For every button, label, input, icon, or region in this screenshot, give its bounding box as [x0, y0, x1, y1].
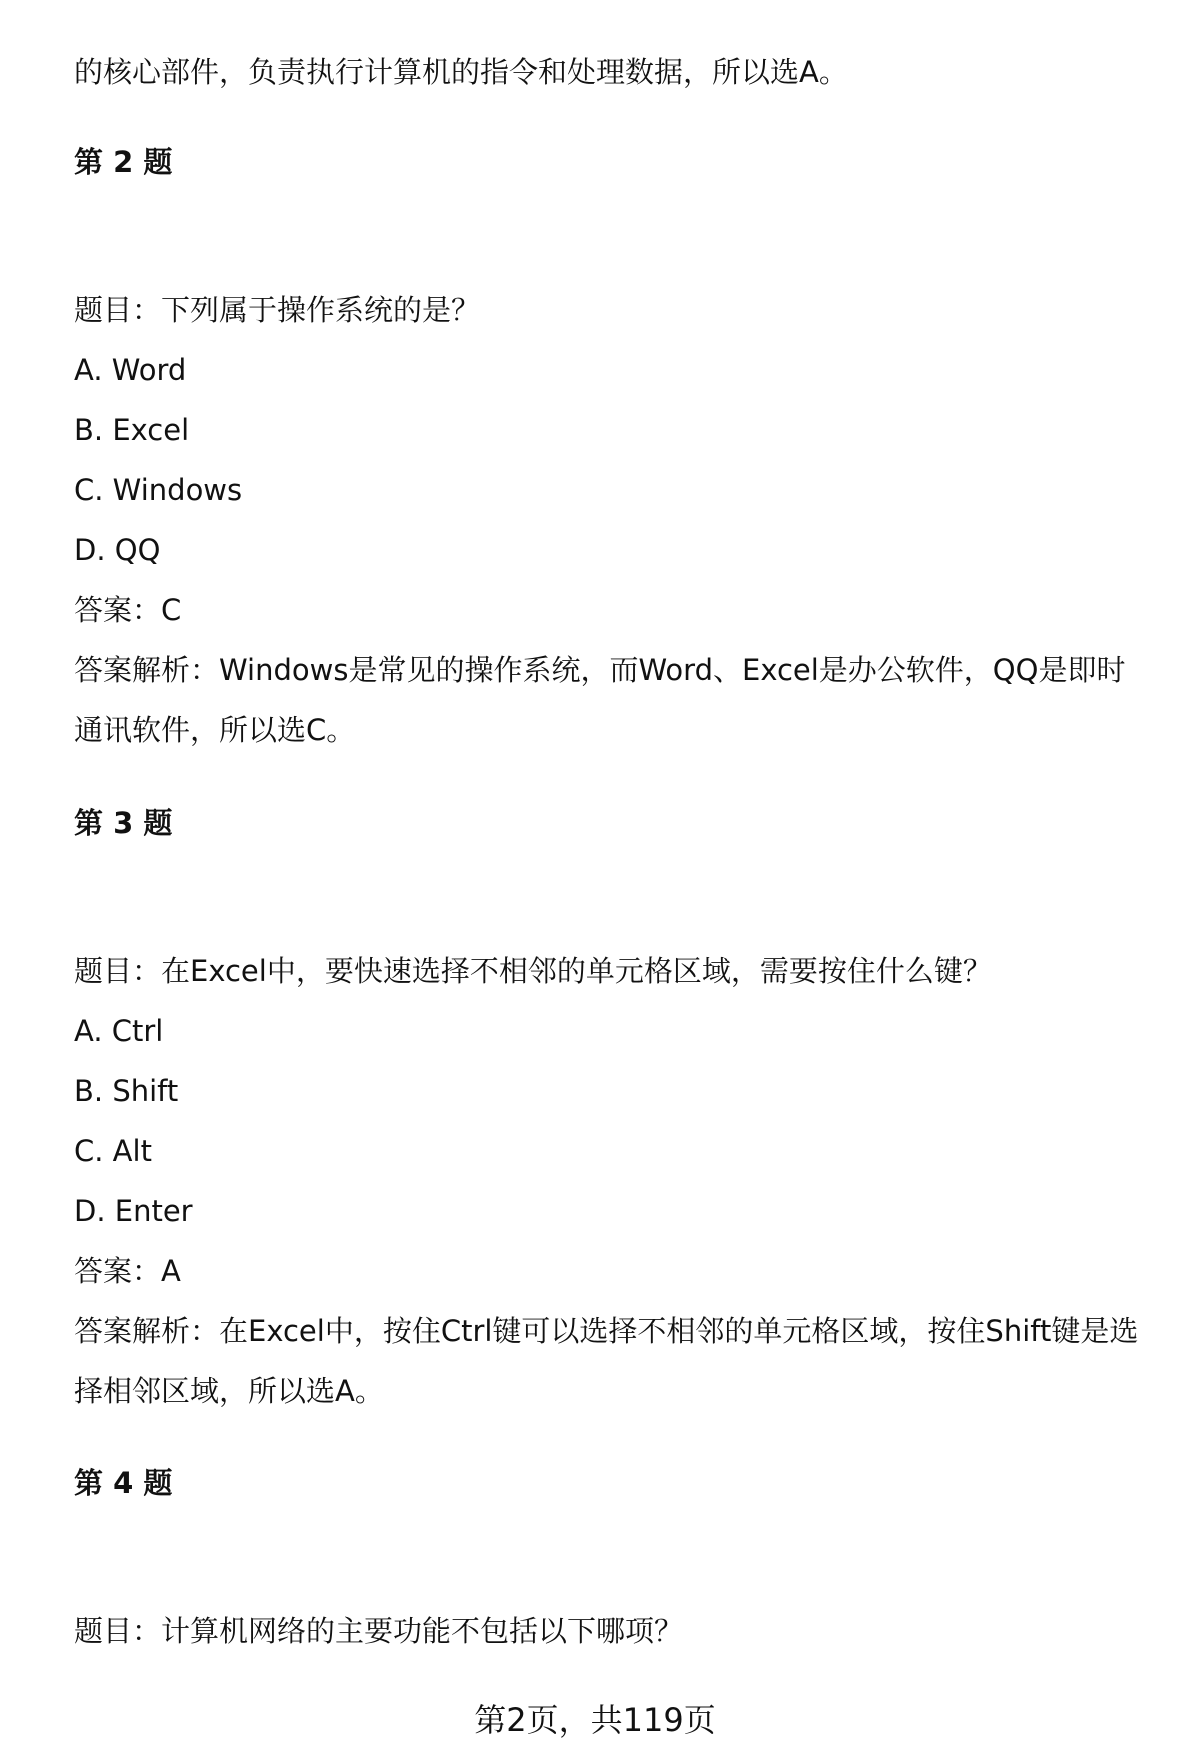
option-a: A. Ctrl: [74, 1014, 164, 1048]
explanation-line-1: 答案解析：Windows是常见的操作系统，而Word、Excel是办公软件，QQ是即时: [74, 653, 1126, 687]
answer: 答案：A: [74, 1254, 181, 1288]
question-heading: 第 4 题: [74, 1466, 173, 1500]
option-d: D. QQ: [74, 533, 161, 567]
question-prompt: 题目：下列属于操作系统的是？: [74, 293, 481, 327]
option-d: D. Enter: [74, 1194, 193, 1228]
intro-continuation: 的核心部件，负责执行计算机的指令和处理数据，所以选A。: [74, 55, 848, 89]
option-b: B. Shift: [74, 1074, 179, 1108]
page-number-footer: 第2页，共119页: [474, 1701, 716, 1739]
answer: 答案：C: [74, 593, 182, 627]
option-b: B. Excel: [74, 413, 190, 447]
explanation-line-1: 答案解析：在Excel中，按住Ctrl键可以选择不相邻的单元格区域，按住Shift键是选: [74, 1314, 1139, 1348]
option-a: A. Word: [74, 353, 187, 387]
question-prompt: 题目：在Excel中，要快速选择不相邻的单元格区域，需要按住什么键？: [74, 954, 992, 988]
question-heading: 第 2 题: [74, 145, 173, 179]
option-c: C. Alt: [74, 1134, 152, 1168]
question-prompt: 题目：计算机网络的主要功能不包括以下哪项？: [74, 1614, 684, 1648]
explanation-line-2: 择相邻区域，所以选A。: [74, 1374, 384, 1408]
explanation-line-2: 通讯软件，所以选C。: [74, 713, 356, 747]
question-heading: 第 3 题: [74, 806, 173, 840]
option-c: C. Windows: [74, 473, 243, 507]
